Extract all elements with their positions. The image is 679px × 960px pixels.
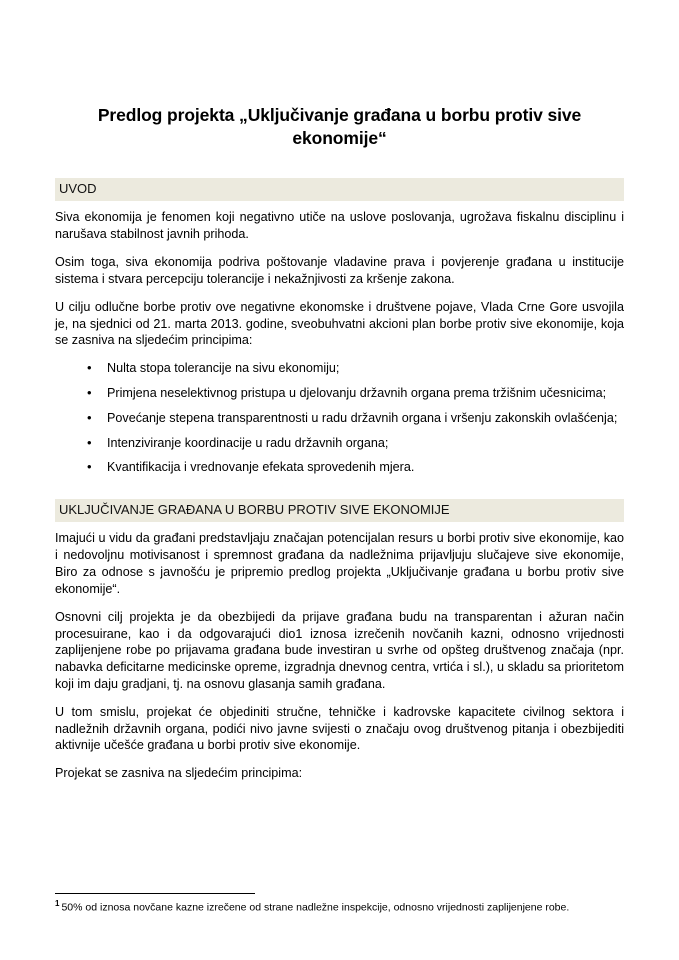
section-heading-uvod: UVOD — [55, 178, 624, 201]
section-spacer — [55, 486, 624, 499]
paragraph: Osim toga, siva ekonomija podriva poštovanje vladavine prava i povjerenje građana u institucije sistema i stvara percepciju tolerancije i nekažnjivosti za kršenje zakona. — [55, 255, 624, 286]
footnote-divider — [55, 893, 255, 894]
list-item: • Primjena neselektivnog pristupa u djelovanju državnih organa prema tržišnim učesnicima; — [55, 385, 624, 402]
paragraph: Projekat se zasniva na sljedećim principima: — [55, 766, 303, 781]
section-heading-ukljucivanje: UKLJUČIVANJE GRAĐANA U BORBU PROTIV SIVE EKONOMIJE — [55, 499, 624, 522]
page-title: Predlog projekta „Uključivanje građana u borbu protiv sive ekonomije“ — [97, 105, 582, 149]
list-item: • Povećanje stepena transparentnosti u radu državnih organa i vršenju zakonskih ovlašćenja; — [55, 410, 624, 427]
footnote-body: 50% od iznosa novčane kazne izrečene od strane nadležne inspekcije, odnosno vrijednosti zaplijenjene robe. — [61, 901, 570, 914]
footnote-area — [55, 893, 624, 915]
list-item: • Intenziviranje koordinacije u radu državnih organa; — [55, 435, 624, 452]
paragraph: U tom smislu, projekat će objediniti stručne, tehničke i kadrovske kapacitete civilnog sektora i nadležnih državnih organa, podići nivo javne svijesti o značaju ovog društvenog pitanja i obezbijediti aktivnije učešće građana u borbi protiv sive ekonomije. — [55, 704, 624, 753]
paragraph: Imajući u vidu da građani predstavljaju značajan potencijalan resurs u borbi protiv sive ekonomije, kao i nedovoljnu motivisanost i spremnost građana da nadležnima prijavljuju slučajeve sive ekonomije, Biro za odnose s javnošću je pripremio predlog projekta „Uključivanje građana u borbu protiv sive ekonomije“. — [55, 531, 624, 596]
paragraph: Siva ekonomija je fenomen koji negativno utiče na uslove poslovanja, ugrožava fiskalnu disciplinu i narušava stabilnost javnih prihoda. — [55, 210, 624, 242]
footnote-marker: 1 — [55, 899, 60, 909]
list-item: • Kvantifikacija i vrednovanje efekata sprovedenih mjera. — [55, 459, 624, 476]
paragraph: Osnovni cilj projekta je da obezbijedi da prijave građana budu na transparentan i ažuran način procesuirane, kao i da odgovarajući dio1 iznosa izrečenih novčanih kazni, odnosno vrijednosti zaplijenjene robe po prijavama građana bude investiran u svrhe od opšteg društvenog značaja (npr. nabavka deficitarne medicinske opreme, izgradnja dnevnog centra, vrtića i sl.), u skladu sa prioritetom koji im daju gradjani, tj. na osnovu glasanja samih građana. — [55, 609, 624, 691]
paragraph: U cilju odlučne borbe protiv ove negativne ekonomske i društvene pojave, Vlada Crne Gore usvojila je, na sjednici od 21. marta 2013. godine, sveobuhvatni akcioni plan borbe protiv sive ekonomije, koja se zasniva na sljedećim principima: — [55, 299, 624, 348]
list-item: • Nulta stopa tolerancije na sivu ekonomiju; — [55, 360, 624, 377]
footnote-text — [55, 899, 624, 915]
principles-list — [55, 360, 624, 476]
